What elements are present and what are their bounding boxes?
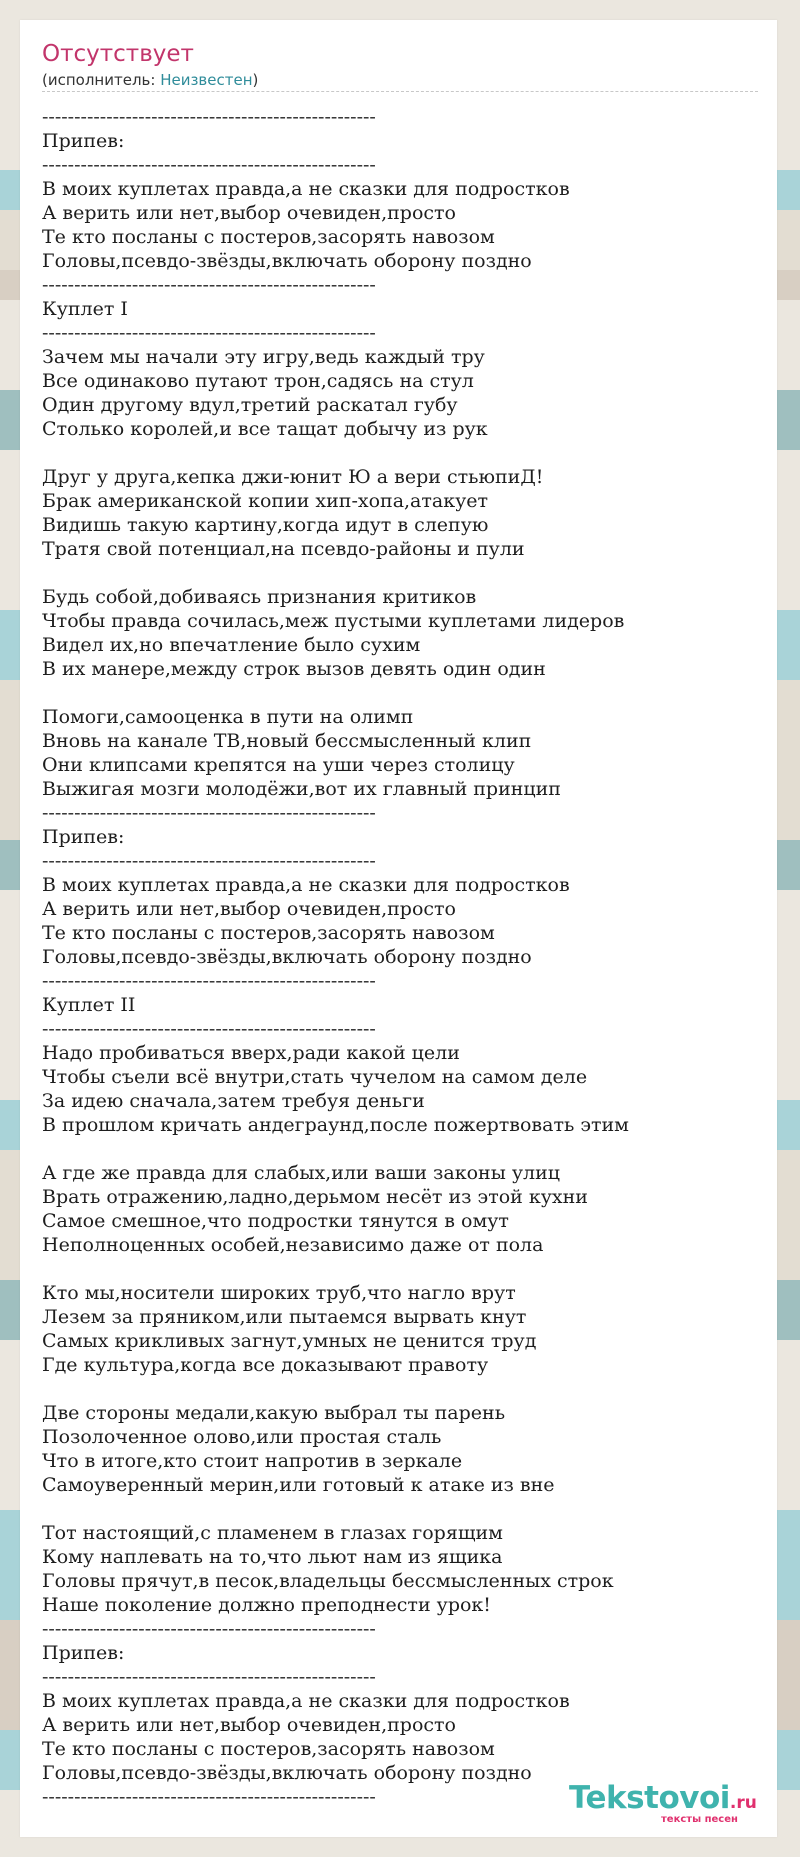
separator-line: ---------------------------------------------------- xyxy=(42,106,376,128)
lyric-line: Помоги,самооценка в пути на олимп xyxy=(42,706,414,728)
lyric-line: Тот настоящий,с пламенем в глазах горящим xyxy=(42,1522,503,1544)
lyric-line: Где культура,когда все доказывают правоту xyxy=(42,1354,489,1376)
lyric-line: Все одинаково путают трон,садясь на стул xyxy=(42,370,474,392)
lyric-line: Врать отражению,ладно,дерьмом несёт из этой кухни xyxy=(42,1186,588,1208)
artist-line xyxy=(42,71,758,92)
artist-link[interactable]: Неизвестен xyxy=(160,71,253,89)
lyric-line: Кому наплевать на то,что льют нам из ящика xyxy=(42,1546,503,1568)
blank-line xyxy=(42,441,758,465)
lyric-line: Чтобы правда сочилась,меж пустыми куплетами лидеров xyxy=(42,610,625,632)
separator-line: ---------------------------------------------------- xyxy=(42,970,376,992)
blank-line xyxy=(42,561,758,585)
artist-prefix: (исполнитель: xyxy=(42,71,161,89)
lyric-line: Неполноценных особей,независимо даже от пола xyxy=(42,1234,544,1256)
separator-line: ---------------------------------------------------- xyxy=(42,1618,376,1640)
lyric-line: А верить или нет,выбор очевиден,просто xyxy=(42,202,456,224)
lyric-line: В моих куплетах правда,а не сказки для подростков xyxy=(42,874,570,896)
blank-line xyxy=(42,1377,758,1401)
lyric-line: Надо пробиваться вверх,ради какой цели xyxy=(42,1042,460,1064)
lyric-line: Те кто посланы с постеров,засорять навозом xyxy=(42,922,495,944)
artist-suffix: ) xyxy=(252,71,259,89)
lyric-line: А верить или нет,выбор очевиден,просто xyxy=(42,898,456,920)
lyric-line: Видишь такую картину,когда идут в слепую xyxy=(42,514,489,536)
lyric-line: Головы,псевдо-звёзды,включать оборону поздно xyxy=(42,250,532,272)
lyric-line: Лезем за пряником,или пытаемся вырвать кнут xyxy=(42,1306,527,1328)
lyric-line: Куплет I xyxy=(42,298,128,320)
lyric-line: За идею сначала,затем требуя деньги xyxy=(42,1090,425,1112)
blank-line xyxy=(42,1257,758,1281)
lyric-line: Позолоченное олово,или простая сталь xyxy=(42,1426,442,1448)
lyric-line: Куплет II xyxy=(42,994,136,1016)
lyric-line: Головы прячут,в песок,владельцы бессмысленных строк xyxy=(42,1570,614,1592)
separator-line: ---------------------------------------------------- xyxy=(42,1666,376,1688)
lyric-line: Припев: xyxy=(42,1642,125,1664)
separator-line: ---------------------------------------------------- xyxy=(42,1786,376,1808)
lyric-line: Брак американской копии хип-хопа,атакует xyxy=(42,490,489,512)
separator-line: ---------------------------------------------------- xyxy=(42,1018,376,1040)
lyric-line: Один другому вдул,третий раскатал губу xyxy=(42,394,458,416)
separator-line: ---------------------------------------------------- xyxy=(42,274,376,296)
logo-tagline: тексты песен xyxy=(661,1814,738,1825)
lyric-line: Столько королей,и все тащат добычу из рук xyxy=(42,418,488,440)
lyric-line: Они клипсами крепятся на уши через столицу xyxy=(42,754,515,776)
lyric-line: Чтобы съели всё внутри,стать чучелом на самом деле xyxy=(42,1066,588,1088)
separator-line: ---------------------------------------------------- xyxy=(42,802,376,824)
lyric-line: Вновь на канале ТВ,новый бессмысленный клип xyxy=(42,730,532,752)
lyric-line: В моих куплетах правда,а не сказки для подростков xyxy=(42,178,570,200)
lyric-line: Самое смешное,что подростки тянутся в омут xyxy=(42,1210,509,1232)
separator-line: ---------------------------------------------------- xyxy=(42,322,376,344)
lyric-line: Выжигая мозги молодёжи,вот их главный принцип xyxy=(42,778,561,800)
lyric-line: Тратя свой потенциал,на псевдо-районы и пули xyxy=(42,538,525,560)
lyric-line: Друг у друга,кепка джи-юнит Ю а вери стьюпиД! xyxy=(42,466,544,488)
lyric-line: Видел их,но впечатление было сухим xyxy=(42,634,421,656)
lyric-line: В моих куплетах правда,а не сказки для подростков xyxy=(42,1690,570,1712)
lyric-line: В их манере,между строк вызов девять один один xyxy=(42,658,546,680)
lyric-line: Головы,псевдо-звёзды,включать оборону поздно xyxy=(42,1762,532,1784)
logo-wordmark xyxy=(569,1780,757,1816)
lyric-line: А где же правда для слабых,или ваши законы улиц xyxy=(42,1162,560,1184)
site-logo[interactable] xyxy=(569,1780,759,1826)
lyric-line: Припев: xyxy=(42,826,125,848)
lyric-line: В прошлом кричать андеграунд,после пожертвовать этим xyxy=(42,1114,629,1136)
lyrics-text xyxy=(42,105,758,1809)
lyric-line: Кто мы,носители широких труб,что нагло врут xyxy=(42,1282,516,1304)
lyric-line: Что в итоге,кто стоит напротив в зеркале xyxy=(42,1450,463,1472)
lyric-line: Припев: xyxy=(42,130,125,152)
logo-name: Tekstovoi xyxy=(569,1780,730,1816)
blank-line xyxy=(42,1137,758,1161)
lyric-line: Две стороны медали,какую выбрал ты парень xyxy=(42,1402,506,1424)
blank-line xyxy=(42,681,758,705)
lyric-line: Те кто посланы с постеров,засорять навозом xyxy=(42,226,495,248)
lyric-line: Будь собой,добиваясь признания критиков xyxy=(42,586,477,608)
lyric-line: Наше поколение должно преподнести урок! xyxy=(42,1594,491,1616)
lyrics-card xyxy=(20,20,777,1837)
separator-line: ---------------------------------------------------- xyxy=(42,154,376,176)
lyric-line: Головы,псевдо-звёзды,включать оборону поздно xyxy=(42,946,532,968)
separator-line: ---------------------------------------------------- xyxy=(42,850,376,872)
lyric-line: Те кто посланы с постеров,засорять навозом xyxy=(42,1738,495,1760)
blank-line xyxy=(42,1497,758,1521)
lyric-line: А верить или нет,выбор очевиден,просто xyxy=(42,1714,456,1736)
lyric-line: Самых крикливых загнут,умных не ценится труд xyxy=(42,1330,537,1352)
song-title: Отсутствует xyxy=(42,41,194,67)
logo-tld: .ru xyxy=(729,1793,757,1813)
lyric-line: Зачем мы начали эту игру,ведь каждый тру xyxy=(42,346,485,368)
lyric-line: Самоуверенный мерин,или готовый к атаке из вне xyxy=(42,1474,555,1496)
